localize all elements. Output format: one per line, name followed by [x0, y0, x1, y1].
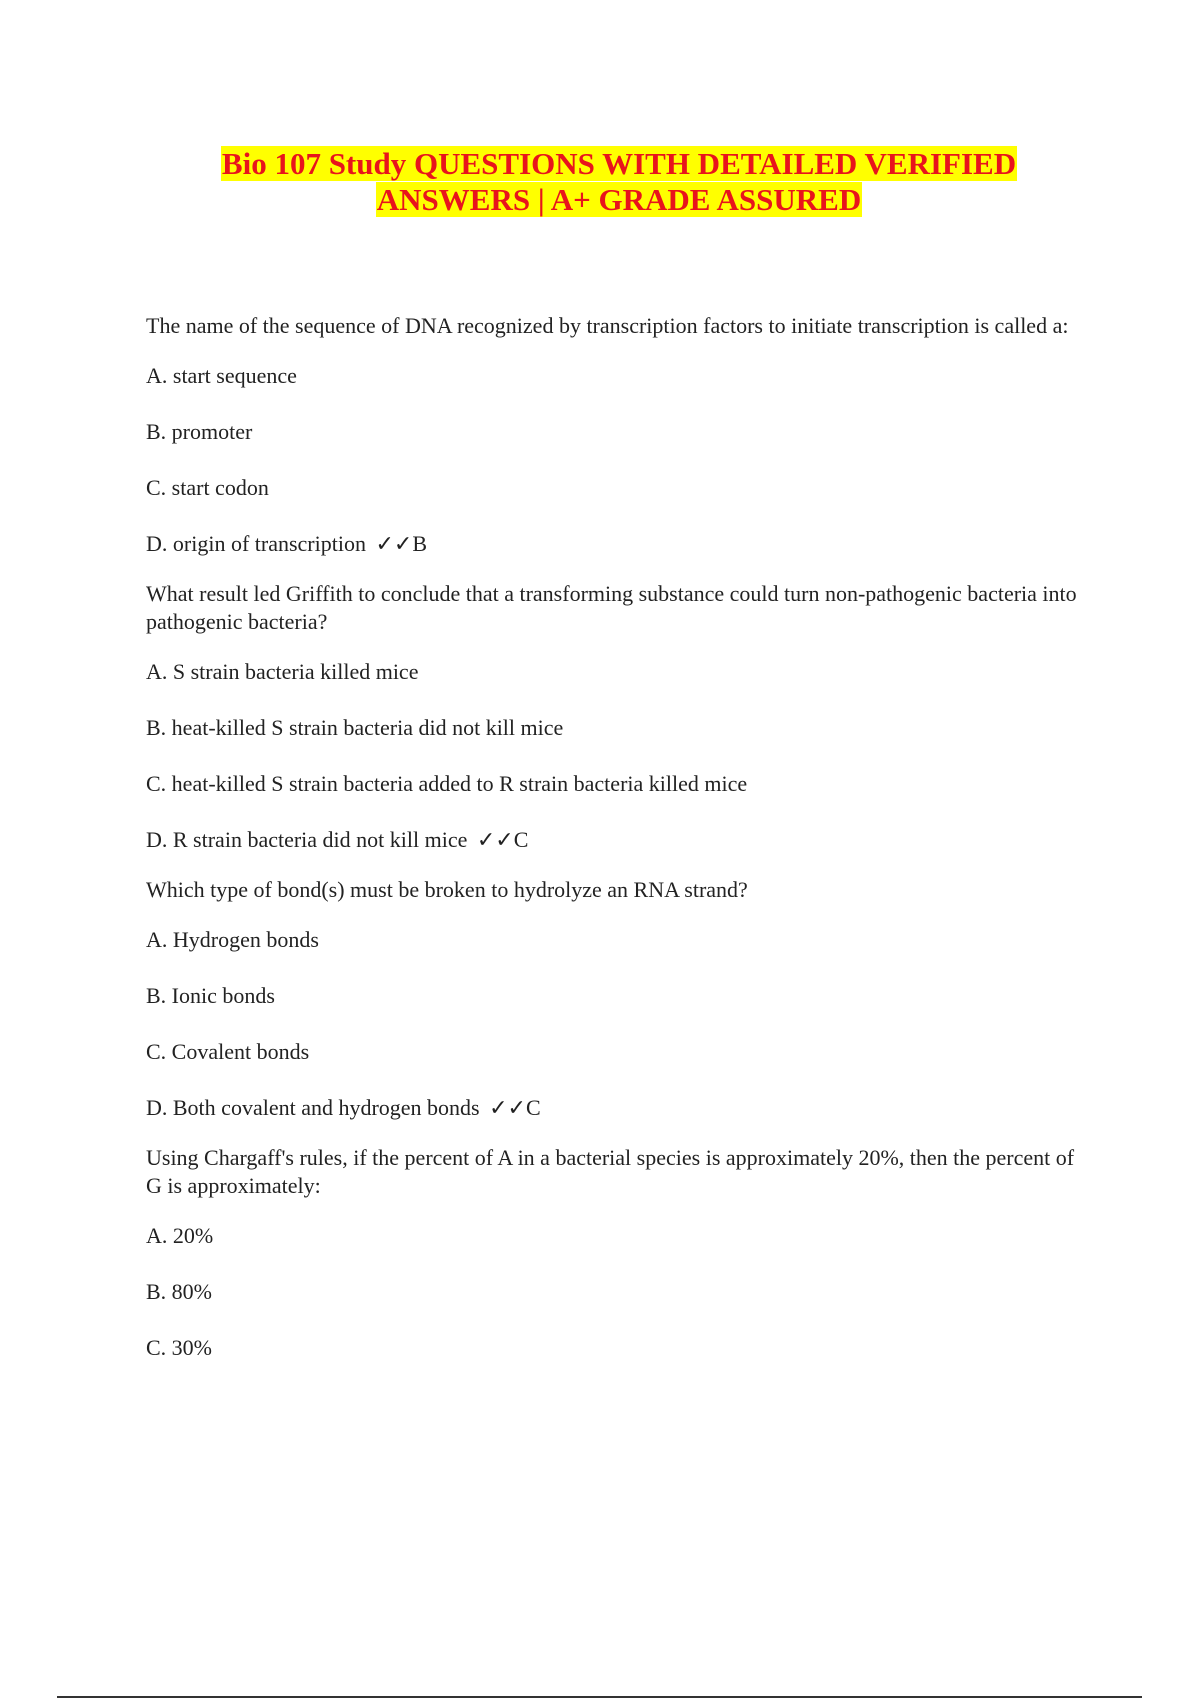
option-d: D. Both covalent and hydrogen bonds — [146, 1095, 480, 1120]
option-d: D. R strain bacteria did not kill mice — [146, 827, 468, 852]
option-d: D. origin of transcription — [146, 531, 366, 556]
option-a: A. Hydrogen bonds — [146, 927, 319, 952]
option-c: C. start codon — [146, 475, 269, 500]
question-text: What result led Griffith to conclude that a transforming substance could turn non-pathogenic bacteria into pathogenic bacteria? — [146, 581, 1077, 634]
answer-key: ✓✓B — [375, 531, 428, 556]
option-c: C. heat-killed S strain bacteria added to R strain bacteria killed mice — [146, 771, 748, 796]
question-block-3 — [146, 876, 1086, 1122]
option-b: B. Ionic bonds — [146, 983, 275, 1008]
option-a: A. S strain bacteria killed mice — [146, 659, 419, 684]
title-line-1: Bio 107 Study QUESTIONS WITH DETAILED VERIFIED — [221, 146, 1017, 181]
title-line-2: ANSWERS | A+ GRADE ASSURED — [376, 182, 862, 217]
answer-key: ✓✓C — [489, 1095, 541, 1120]
option-d-with-answer — [146, 530, 1086, 558]
footer-divider — [57, 1696, 1142, 1698]
question-text: The name of the sequence of DNA recognized by transcription factors to initiate transcription is called a: — [146, 313, 1069, 338]
question-text: Using Chargaff's rules, if the percent of A in a bacterial species is approximately 20%, then the percent of G is approximately: — [146, 1145, 1075, 1198]
question-block-4 — [146, 1144, 1086, 1362]
question-block-1 — [146, 312, 1086, 558]
option-d-with-answer — [146, 826, 1086, 854]
option-b: B. promoter — [146, 419, 253, 444]
question-block-2 — [146, 580, 1086, 854]
option-c: C. Covalent bonds — [146, 1039, 310, 1064]
question-list — [146, 312, 1086, 1384]
option-b: B. 80% — [146, 1279, 212, 1304]
option-a: A. start sequence — [146, 363, 297, 388]
option-b: B. heat-killed S strain bacteria did not kill mice — [146, 715, 564, 740]
answer-key: ✓✓C — [476, 827, 529, 852]
option-a: A. 20% — [146, 1223, 214, 1248]
option-c: C. 30% — [146, 1335, 212, 1360]
option-d-with-answer — [146, 1094, 1086, 1122]
question-text: Which type of bond(s) must be broken to hydrolyze an RNA strand? — [146, 877, 748, 902]
document-title — [140, 146, 1098, 218]
